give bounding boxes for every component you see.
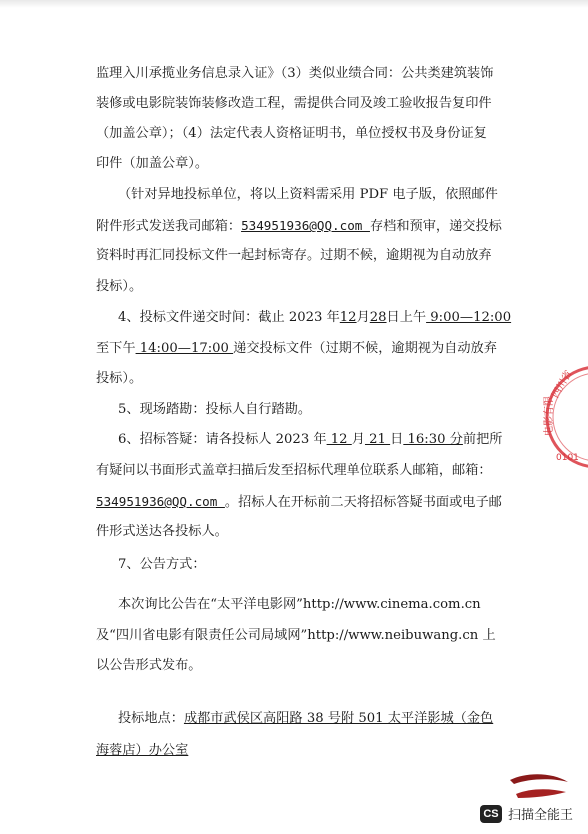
text-segment: 投标）。 [96, 371, 143, 386]
text-segment: 日上午 [386, 310, 427, 325]
text-segment: 6、招标答疑：请各投标人 2023 年 [118, 432, 327, 447]
underlined-text: 534951936@QQ.com [96, 494, 225, 509]
text-segment: 5、现场踏勘：投标人自行踏勘。 [118, 402, 312, 417]
text-line [96, 125, 487, 143]
svg-text:电影有限: 电影有限 [544, 396, 555, 436]
text-segment: 以公告形式发布。 [96, 658, 202, 673]
text-line [96, 217, 502, 236]
text-line [118, 710, 493, 728]
brush-logo [506, 772, 572, 802]
underlined-text: 14:00—17:00 [135, 341, 234, 356]
text-segment: 装修或电影院装饰装修改造工程，需提供合同及竣工验收报告复印件 [96, 96, 492, 111]
underlined-text: 534951936@QQ.com [241, 218, 370, 233]
text-line [118, 401, 311, 419]
text-line [96, 370, 142, 388]
text-segment: 本次询比公告在“太平洋电影网”http://www.cinema.com.cn [118, 597, 481, 612]
text-segment: 至下午 [96, 341, 136, 356]
text-line [96, 340, 497, 358]
text-segment: 投标）。 [96, 279, 143, 294]
text-line [96, 462, 492, 480]
text-segment: 7、公告方式： [118, 557, 206, 572]
text-segment: （加盖公章）；（4）法定代表人资格证明书，单位授权书及身份证复 [96, 126, 487, 141]
underlined-text: 21 [364, 432, 391, 447]
text-segment: 资料时再汇同投标文件一起封标寄存。过期不候，逾期视为自动放弃 [96, 248, 492, 263]
text-segment: 及“四川省电影有限责任公司局域网”http://www.neibuwang.cn 上 [96, 628, 496, 643]
svg-text:0101: 0101 [556, 453, 579, 463]
text-line [118, 431, 502, 449]
watermark-text: 扫描全能王 [508, 808, 574, 823]
text-line [118, 309, 511, 327]
text-line [96, 95, 492, 113]
text-line [96, 742, 188, 760]
text-line [118, 186, 498, 204]
underlined-text: 海蓉店）办公室 [96, 743, 189, 758]
text-segment: 前把所 [462, 432, 503, 447]
text-segment: 附件形式发送我司邮箱： [96, 219, 242, 234]
underlined-text: 28 [369, 310, 387, 325]
svg-text:四川省: 四川省 [550, 368, 575, 401]
text-line [96, 627, 496, 645]
text-segment: 月 [356, 310, 370, 325]
text-line [96, 155, 208, 173]
text-line [96, 278, 142, 296]
text-line [96, 657, 202, 675]
text-segment: 监理入川承揽业务信息录入证》（3）类似业绩合同：公共类建筑装饰 [96, 66, 494, 81]
text-segment: 投标地点： [118, 711, 184, 726]
text-segment: 月 [351, 432, 365, 447]
text-line [96, 523, 228, 541]
scan-edge [0, 0, 588, 8]
underlined-text: 12 [339, 310, 357, 325]
underlined-text: 16:30 分 [403, 432, 463, 447]
underlined-text: 9:00—12:00 [426, 310, 512, 325]
text-segment: 件形式送达各投标人。 [96, 524, 228, 539]
underlined-text: 成都市武侯区高阳路 38 号附 501 太平洋影城（金色 [183, 711, 494, 726]
camscanner-icon: CS [480, 805, 502, 823]
text-segment: 4、投标文件递交时间：截止 2023 年 [118, 310, 340, 325]
text-segment: 印件（加盖公章）。 [96, 156, 209, 171]
text-line [96, 65, 493, 83]
text-segment: 。招标人在开标前二天将招标答疑书面或电子邮 [224, 495, 502, 510]
text-segment: 有疑问以书面形式盖章扫描后发至招标代理单位联系人邮箱，邮箱： [96, 463, 492, 478]
text-segment: （针对异地投标单位，将以上资料需采用 PDF 电子版，依照邮件 [118, 187, 498, 202]
underlined-text: 12 [326, 432, 352, 447]
text-line [96, 493, 502, 512]
text-segment: 存档和预审，递交投标 [369, 219, 502, 234]
text-line [118, 556, 206, 574]
text-line [96, 247, 492, 265]
text-segment: 日 [390, 432, 404, 447]
scanner-watermark [480, 804, 573, 823]
text-segment: 递交投标文件（过期不候，逾期视为自动放弃 [233, 341, 497, 356]
text-line [118, 596, 481, 614]
company-seal [542, 362, 588, 472]
